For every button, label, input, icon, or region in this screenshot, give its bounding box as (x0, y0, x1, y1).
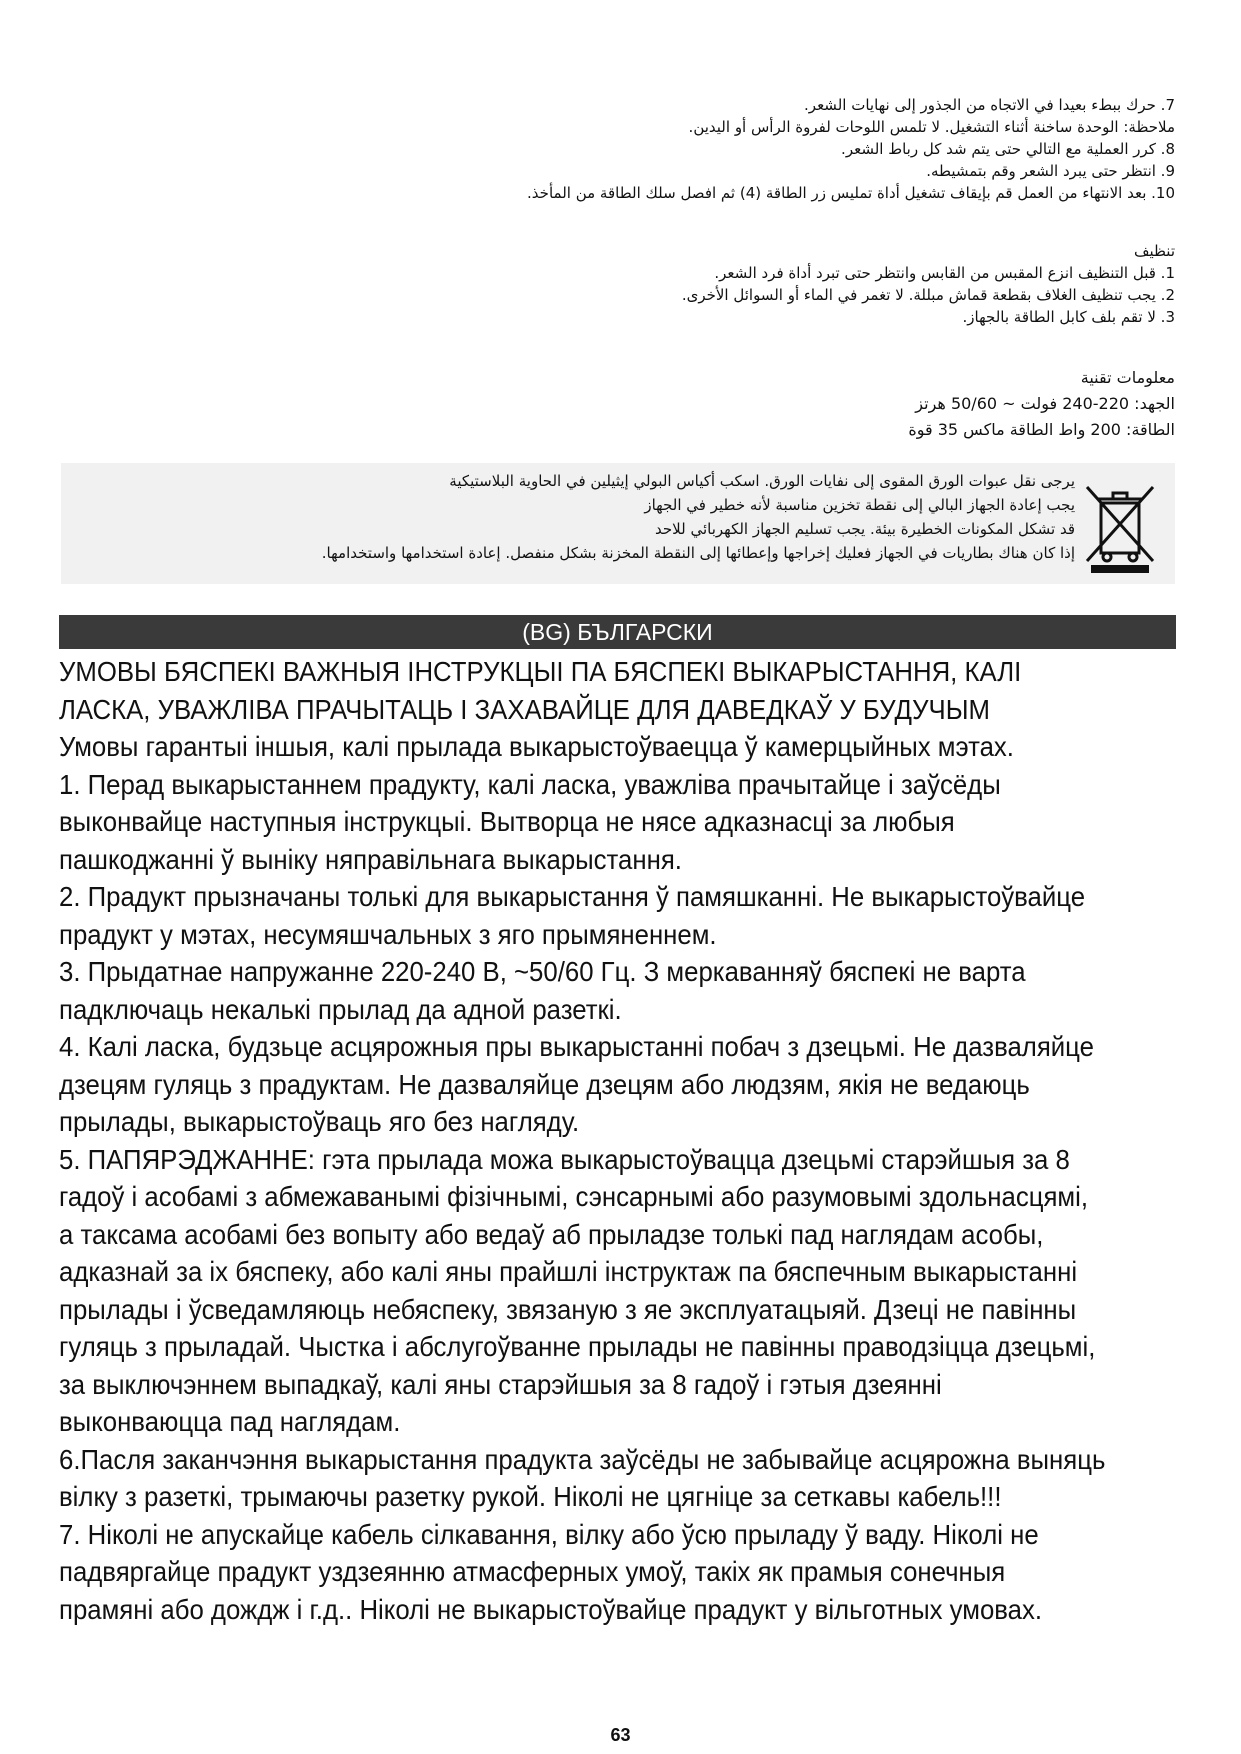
specs-power: الطاقة: 200 واط الطاقة ماكس 35 قوة (908, 420, 1175, 439)
safety-instructions-body (59, 653, 1106, 1628)
cleaning-item: 3. لا تقم بلف كابل الطاقة بالجهاز. (962, 308, 1175, 326)
body-line: УМОВЫ БЯСПЕКІ ВАЖНЫЯ ІНСТРУКЦЫІ ПА БЯСПЕКІ ВЫКАРЫСТАННЯ, КАЛІ (59, 656, 1022, 687)
body-line: 2. Прадукт прызначаны толькі для выкарыстання ў памяшканні. Не выкарыстоўвайце (59, 881, 1086, 912)
recycling-notice (61, 463, 1175, 584)
body-line: выконвайце наступныя інструкцыі. Вытворца не нясе адказнасці за любыя (59, 806, 955, 837)
recycling-line: يرجى نقل عبوات الورق المقوى إلى نفايات الورق. اسكب أكياس البولي إيثيلين في الحاوية البلاستيكية (449, 472, 1075, 490)
body-line: Умовы гарантыі іншыя, калі прылада выкарыстоўваецца ў камерцыйных мэтах. (59, 731, 1014, 762)
page-number: 63 (610, 1725, 631, 1745)
body-line: 4. Калі ласка, будзьце асцярожныя пры выкарыстанні побач з дзецьмі. Не дазваляйце (59, 1031, 1094, 1062)
recycling-line: إذا كان هناك بطاريات في الجهاز فعليك إخراجها وإعطائها إلى النقطة المخزنة بشكل منفصل. إعادة استخدامها واستخدامها. (321, 544, 1075, 562)
arabic-instruction-line: 8. كرر العملية مع التالي حتى يتم شد كل رباط الشعر. (841, 140, 1175, 158)
body-line: прылады і ўсведамляюць небяспеку, звязаную з яе эксплуатацыяй. Дзеці не павінны (59, 1293, 1077, 1325)
body-line: дзецям гуляць з прадуктам. Не дазваляйце дзецям або людзям, якія не ведаюць (59, 1068, 1030, 1100)
body-line: вілку з разеткі, трымаючы разетку рукой. Ніколі не цягніце за сеткавы кабель!!! (59, 1481, 1002, 1512)
arabic-instruction-line: 7. حرك ببطء بعيدا في الاتجاه من الجذور إلى نهايات الشعر. (804, 96, 1175, 114)
body-line: 3. Прыдатнае напружанне 220-240 В, ~50/60 Гц. З меркаванняў бяспекі не варта (59, 956, 1026, 987)
arabic-instruction-line: 9. انتظر حتى يبرد الشعر وقم بتمشيطه. (926, 162, 1175, 180)
cleaning-section (55, 240, 1175, 328)
cleaning-item: 1. قبل التنظيف انزع المقبس من القابس وانتظر حتى تبرد أداة فرد الشعر. (714, 264, 1175, 282)
recycling-text (322, 469, 1075, 565)
cleaning-heading: تنظيف (1133, 242, 1175, 260)
arabic-instruction-line: 10. بعد الانتهاء من العمل قم بإيقاف تشغيل أداة تمليس زر الطاقة (4) ثم افصل سلك الطاقة من المأخذ. (527, 184, 1175, 202)
body-line: 5. ПАПЯРЭДЖАННЕ: гэта прылада можа выкарыстоўвацца дзецьмі старэйшыя за 8 (59, 1143, 1070, 1175)
recycling-line: يجب إعادة الجهاز البالي إلى نقطة تخزين مناسبة لأنه خطير في الجهاز (644, 496, 1075, 514)
body-line: прамяні або дождж і г.д.. Ніколі не выкарыстоўвайце прадукт у вільготных умовах. (59, 1593, 1043, 1625)
cleaning-item: 2. يجب تنظيف الغلاف بقطعة قماش مبللة. لا تغمر في الماء أو السوائل الأخرى. (681, 286, 1175, 304)
body-line: падвяргайце прадукт уздзеянню атмасферных умоў, такіх як прамыя сонечныя (59, 1556, 1006, 1587)
body-line: падключаць некалькі прылад да адной разеткі. (59, 993, 622, 1025)
body-line: ЛАСКА, УВАЖЛІВА ПРАЧЫТАЦЬ І ЗАХАВАЙЦЕ ДЛЯ ДАВЕДКАЎ У БУДУЧЫМ (59, 693, 990, 725)
body-line: прадукт у мэтах, несумяшчальных з яго прымяненнем. (59, 918, 717, 950)
body-line: адказнай за іх бяспеку, або калі яны прайшлі інструктаж па бяспечным выкарыстанні (59, 1256, 1078, 1287)
arabic-instruction-line: ملاحظة: الوحدة ساخنة أثناء التشغيل. لا تلمس اللوحات لفروة الرأس أو اليدين. (688, 118, 1175, 136)
body-line: выконваюцца пад наглядам. (59, 1406, 401, 1437)
body-line: пашкоджанні ў выніку няправільнага выкарыстання. (59, 843, 682, 875)
body-line: 6.Пасля заканчэння выкарыстання прадукта заўсёды не забывайце асцярожна выняць (59, 1443, 1106, 1475)
crossed-bin-icon (1079, 475, 1161, 575)
specs-heading: معلومات تقنية (1080, 368, 1175, 387)
recycling-line: قد تشكل المكونات الخطيرة بيئة. يجب تسليم الجهاز الكهربائي للاحد (655, 520, 1075, 538)
body-line: гуляць з прыладай. Чыстка і абслугоўванне прылады не павінны праводзіцца дзецьмі, (59, 1331, 1096, 1362)
body-line: а таксама асобамі без вопыту або ведаў аб прыладзе толькі пад наглядам асобы, (59, 1218, 1044, 1250)
technical-specs (908, 365, 1175, 443)
body-line: 7. Ніколі не апускайце кабель сілкавання, вілку або ўсю прыладу ў ваду. Ніколі не (59, 1518, 1039, 1550)
body-line: гадоў і асобамі з абмежаванымі фізічнымі, сэнсарнымі або разумовымі здольнасцямі, (59, 1181, 1089, 1212)
arabic-instructions (55, 94, 1175, 204)
body-line: прылады, выкарыстоўваць яго без нагляду. (59, 1106, 580, 1137)
language-bar: (BG) БЪЛГАРСКИ (59, 615, 1176, 649)
specs-voltage: الجهد: 220-240 فولت ~ 50/60 هرتز (915, 394, 1175, 413)
body-line: 1. Перад выкарыстаннем прадукту, калі ласка, уважліва прачытайце і заўсёды (59, 768, 1001, 800)
body-line: за выключэннем выпадкаў, калі яны старэйшыя за 8 гадоў і гэтыя дзеянні (59, 1368, 942, 1400)
